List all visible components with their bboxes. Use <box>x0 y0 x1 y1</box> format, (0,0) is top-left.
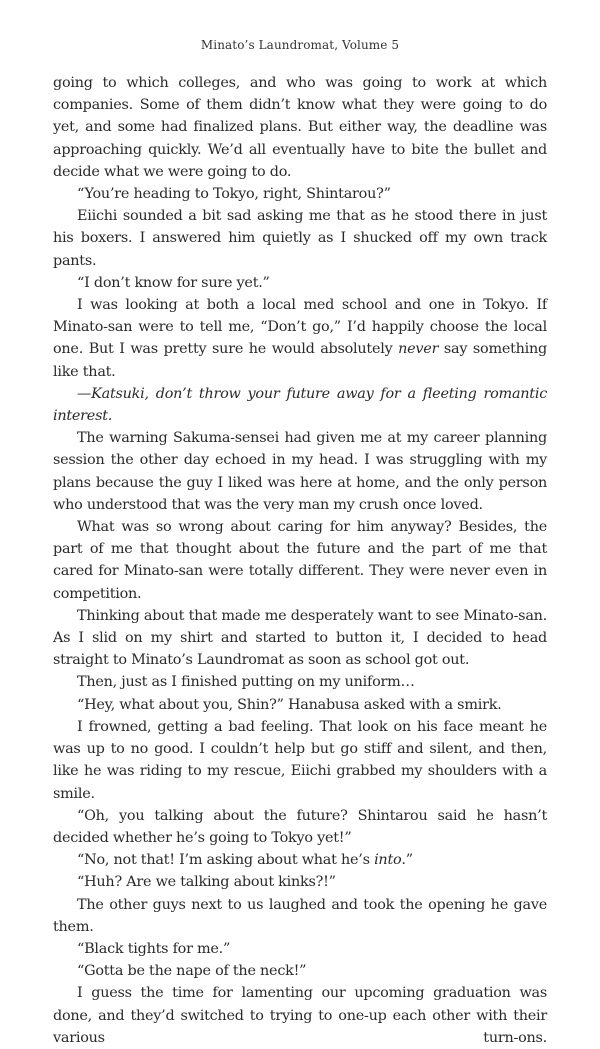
paragraph <box>53 383 547 427</box>
paragraph <box>53 671 547 693</box>
text-run: “Hey, what about you, Shin?” Hanabusa asked with a smirk. <box>77 696 502 713</box>
text-run: What was so wrong about caring for him anyway? Besides, the part of me that thought about the future and the part of me that cared for Minato-san were totally different. They were never even in competition. <box>53 519 547 602</box>
text-run: “Black tights for me.” <box>77 940 231 957</box>
text-run: “You’re heading to Tokyo, right, Shintarou?” <box>77 186 391 203</box>
text-run: say something like that. <box>53 341 547 380</box>
paragraph <box>53 938 547 960</box>
paragraph <box>53 72 547 183</box>
paragraph <box>53 871 547 893</box>
text-run: Eiichi sounded a bit sad asking me that as he stood there in just his boxers. I answered him quietly as I shucked off my own track pants. <box>53 208 547 269</box>
italic-text: never <box>398 341 439 358</box>
paragraph <box>53 894 547 938</box>
paragraph <box>53 427 547 516</box>
text-run: Then, just as I finished putting on my uniform… <box>77 674 415 691</box>
text-run: “I don’t know for sure yet.” <box>77 274 270 291</box>
paragraph <box>53 716 547 805</box>
running-head: Minato’s Laundromat, Volume 5 <box>200 38 400 52</box>
paragraph <box>53 805 547 849</box>
text-run: Thinking about that made me desperately want to see Minato-san. As I slid on my shirt and started to button it, I decided to head straight to Minato’s Laundromat as soon as school got out. <box>53 607 547 669</box>
text-run: “Gotta be the nape of the neck!” <box>77 963 307 980</box>
paragraph <box>53 205 547 272</box>
text-run: going to which colleges, and who was going to work at which companies. Some of them didn’t know what they were going to do yet, and some had finalized plans. But either way, the deadline was approaching quickly. We’d all eventually have to bite the bullet and decide what we were going to do. <box>53 75 547 180</box>
text-run: The other guys next to us laughed and took the opening he gave them. <box>53 896 547 935</box>
paragraph <box>53 294 547 383</box>
paragraph <box>53 272 547 294</box>
text-run: “Huh? Are we talking about kinks?!” <box>77 874 336 891</box>
body-text <box>53 72 547 1049</box>
text-run: I was looking at both a local med school and one in Tokyo. If Minato-san were to tell me, “Don’t go,” I’d happily choose the local one. But I was pretty sure he would absolutely <box>53 297 547 358</box>
text-run: I guess the time for lamenting our upcoming graduation was done, and they’d switched to trying to one-up each other with their various turn-ons. <box>53 985 547 1046</box>
text-run: I frowned, getting a bad feeling. That look on his face meant he was up to no good. I couldn’t help but go stiff and silent, and then, like he was riding to my rescue, Eiichi grabbed my shoulders with a smile. <box>53 718 547 802</box>
paragraph <box>53 960 547 982</box>
paragraph <box>53 982 547 1049</box>
text-run: The warning Sakuma-sensei had given me at my career planning session the other day echoed in my head. I was struggling with my plans because the guy I liked was here at home, and the only person who understood that was the very man my crush once loved. <box>53 430 547 513</box>
paragraph <box>53 183 547 205</box>
text-run: “No, not that! I’m asking about what he’s <box>77 852 375 869</box>
paragraph <box>53 516 547 605</box>
paragraph <box>53 605 547 672</box>
paragraph <box>53 849 547 871</box>
text-run: .” <box>401 852 413 869</box>
text-run: “Oh, you talking about the future? Shintarou said he hasn’t decided whether he’s going to Tokyo yet!” <box>53 807 547 846</box>
paragraph <box>53 694 547 716</box>
italic-text: —Katsuki, don’t throw your future away for a fleeting romantic interest. <box>53 385 547 425</box>
italic-text: into <box>374 852 402 869</box>
